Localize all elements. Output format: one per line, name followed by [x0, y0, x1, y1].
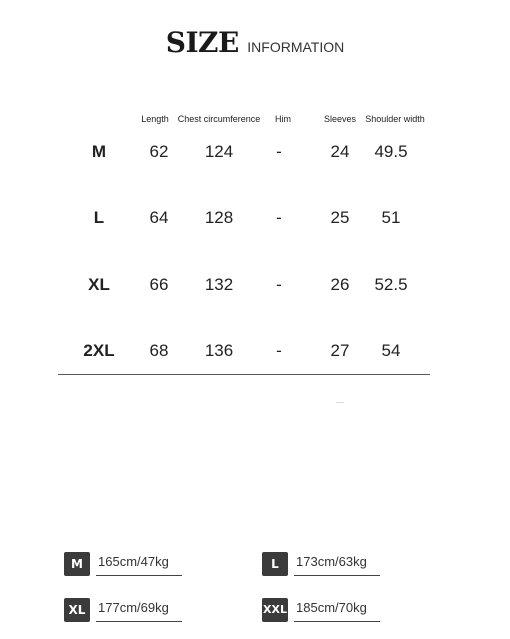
chest-value: 128: [204, 208, 234, 227]
guide-underline: [96, 621, 182, 622]
size-label: XL: [88, 275, 110, 294]
length-value: 66: [149, 275, 169, 294]
chest-value: 124: [204, 142, 234, 161]
faint-mark: [336, 402, 344, 403]
size-label: 2XL: [83, 341, 115, 360]
model-guide-l: [262, 552, 392, 582]
sleeves-value: 26: [330, 275, 350, 294]
length-value: 64: [149, 208, 169, 227]
model-guide-xxl: [262, 598, 392, 628]
him-value: -: [276, 341, 282, 360]
him-value: -: [276, 275, 282, 294]
model-measurement: 177cm/69kg: [98, 600, 169, 615]
title-main: SIZE: [165, 26, 239, 59]
him-value: -: [276, 142, 282, 161]
shoulder-value: 54: [381, 341, 401, 360]
table-divider: [58, 374, 430, 375]
size-badge: M: [64, 552, 90, 576]
header-him: Him: [275, 114, 291, 124]
header-length: Length: [141, 114, 169, 124]
size-badge: XXL: [262, 598, 288, 622]
table-row: [0, 341, 510, 365]
table-header: [0, 114, 510, 128]
guide-underline: [294, 621, 380, 622]
length-value: 62: [149, 142, 169, 161]
shoulder-value: 52.5: [374, 275, 408, 294]
chest-value: 136: [204, 341, 234, 360]
model-measurement: 173cm/63kg: [296, 554, 367, 569]
table-row: [0, 208, 510, 232]
size-label: L: [93, 208, 105, 227]
header-sleeves: Sleeves: [323, 114, 357, 124]
header-chest: Chest circumference: [177, 114, 261, 124]
shoulder-value: 49.5: [374, 142, 408, 161]
model-guide-m: [64, 552, 194, 582]
length-value: 68: [149, 341, 169, 360]
guide-underline: [294, 575, 380, 576]
size-label: M: [91, 142, 107, 161]
table-row: [0, 275, 510, 299]
guide-underline: [96, 575, 182, 576]
chest-value: 132: [204, 275, 234, 294]
model-measurement: 165cm/47kg: [98, 554, 169, 569]
sleeves-value: 25: [330, 208, 350, 227]
shoulder-value: 51: [381, 208, 401, 227]
title-sub: INFORMATION: [247, 39, 345, 55]
sleeves-value: 24: [330, 142, 350, 161]
model-guide-xl: [64, 598, 194, 628]
size-badge: XL: [64, 598, 90, 622]
page-title: [0, 26, 510, 59]
size-badge: L: [262, 552, 288, 576]
model-measurement: 185cm/70kg: [296, 600, 367, 615]
him-value: -: [276, 208, 282, 227]
header-shoulder: Shoulder width: [365, 114, 425, 124]
table-row: [0, 142, 510, 166]
sleeves-value: 27: [330, 341, 350, 360]
